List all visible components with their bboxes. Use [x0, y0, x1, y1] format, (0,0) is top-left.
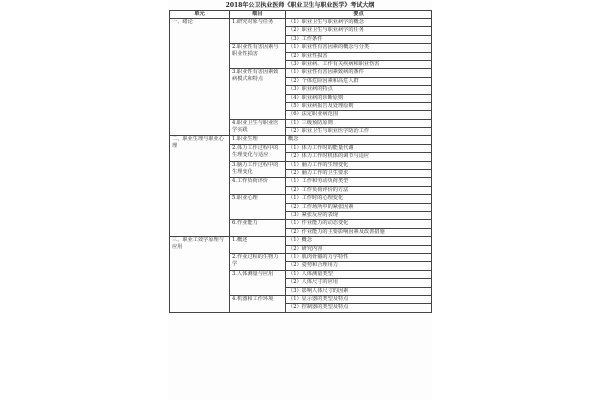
point-cell: （4）职业病的诊断原则 — [286, 94, 432, 102]
item-cell: 5.职业心理 — [230, 195, 286, 220]
header-unit: 单元 — [170, 11, 230, 19]
point-cell: （2）姿势和合理用力 — [286, 262, 432, 270]
item-cell: 4.工作负荷评价 — [230, 178, 286, 195]
point-cell: （1）体力工作时的能量代谢 — [286, 144, 432, 152]
item-cell: 1.职业生理 — [230, 136, 286, 144]
point-cell: （2）人体尺寸的应用 — [286, 279, 432, 287]
item-cell: 6.作业能力 — [230, 220, 286, 237]
point-cell: （3）紧张反应的表现 — [286, 211, 432, 219]
point-cell: （3）职业病的特点 — [286, 86, 432, 94]
point-cell: （2）个体危险因素和高危人群 — [286, 77, 432, 85]
point-cell: （2）作业能力的主要影响因素及改善措施 — [286, 228, 432, 236]
point-cell: （1）肌肉骨骼的力学特性 — [286, 253, 432, 261]
point-cell: （2）工作场所中的紧张因素 — [286, 203, 432, 211]
point-cell: （2）研究内容 — [286, 245, 432, 253]
point-cell: （1）职业性有害因素致病的条件 — [286, 69, 432, 77]
point-cell: （1）职业卫生与职业病学的概念 — [286, 19, 432, 27]
point-cell: （2）职业卫生与职业医学防治工作 — [286, 128, 432, 136]
item-cell: 4.职业卫生与职业医学实践 — [230, 119, 286, 136]
point-cell: （1）工作和劳动负荷类型 — [286, 178, 432, 186]
item-cell: 2.体力工作过程中的生理变化与适应 — [230, 144, 286, 161]
outline-table-body — [170, 11, 432, 313]
point-cell: （2）控制器的类型及特点 — [286, 304, 432, 312]
point-cell: （3）影响人体尺寸的因素 — [286, 287, 432, 295]
item-cell: 1.概述 — [230, 237, 286, 254]
point-cell: （1）工作时的心理变化 — [286, 195, 432, 203]
point-cell: （1）概念 — [286, 237, 432, 245]
point-cell: （1）三级预防原则 — [286, 119, 432, 127]
point-cell: （5）职业病报告及处理原则 — [286, 102, 432, 110]
item-cell: 3.人体测量与应用 — [230, 270, 286, 295]
table-row — [170, 237, 432, 245]
item-cell: 2.作业过程的生物力学 — [230, 253, 286, 270]
point-cell: （3）工作条件 — [286, 35, 432, 43]
point-cell: （1）人体测量类型 — [286, 270, 432, 278]
point-cell: （1）职业性有害因素的概念与分类 — [286, 44, 432, 52]
point-cell: （6）法定职业病范围 — [286, 111, 432, 119]
item-cell: 4.机器和工作环境 — [230, 295, 286, 312]
point-cell: （1）作业能力的动态变化 — [286, 220, 432, 228]
table-row — [170, 19, 432, 27]
table-row — [170, 136, 432, 144]
point-cell: （2）职业卫生与职业病学的任务 — [286, 27, 432, 35]
unit-cell: 三、职业工效学原理与应用 — [170, 237, 230, 313]
point-cell: （2）职业性损害 — [286, 52, 432, 60]
table-header-row — [170, 11, 432, 19]
unit-cell: 二、职业生理与职业心理 — [170, 136, 230, 237]
point-cell: （1）脑力工作的生理变化 — [286, 161, 432, 169]
point-cell: 概念 — [286, 136, 432, 144]
point-cell: （2）脑力工作的卫生要求 — [286, 170, 432, 178]
header-point: 要点 — [286, 11, 432, 19]
item-cell: 3.脑力工作过程中的生理变化 — [230, 161, 286, 178]
document-page — [168, 0, 432, 400]
exam-outline-table — [169, 10, 432, 313]
item-cell: 2.职业性有害因素与职业性损害 — [230, 44, 286, 69]
point-cell: （2）体力工作时机体的调节与适应 — [286, 153, 432, 161]
point-cell: （1）显示器的类型及特点 — [286, 295, 432, 303]
unit-cell: 一、绪论 — [170, 19, 230, 136]
item-cell: 1.研究对象与任务 — [230, 19, 286, 44]
point-cell: （3）职业病、工作有关疾病和职业伤害 — [286, 60, 432, 68]
item-cell: 3.职业性有害因素致病模式和特点 — [230, 69, 286, 119]
document-title: 2018年公卫执业医师《职业卫生与职业医学》考试大纲 — [225, 2, 375, 9]
header-item: 细目 — [230, 11, 286, 19]
point-cell: （2）工作负荷评价的方法 — [286, 186, 432, 194]
